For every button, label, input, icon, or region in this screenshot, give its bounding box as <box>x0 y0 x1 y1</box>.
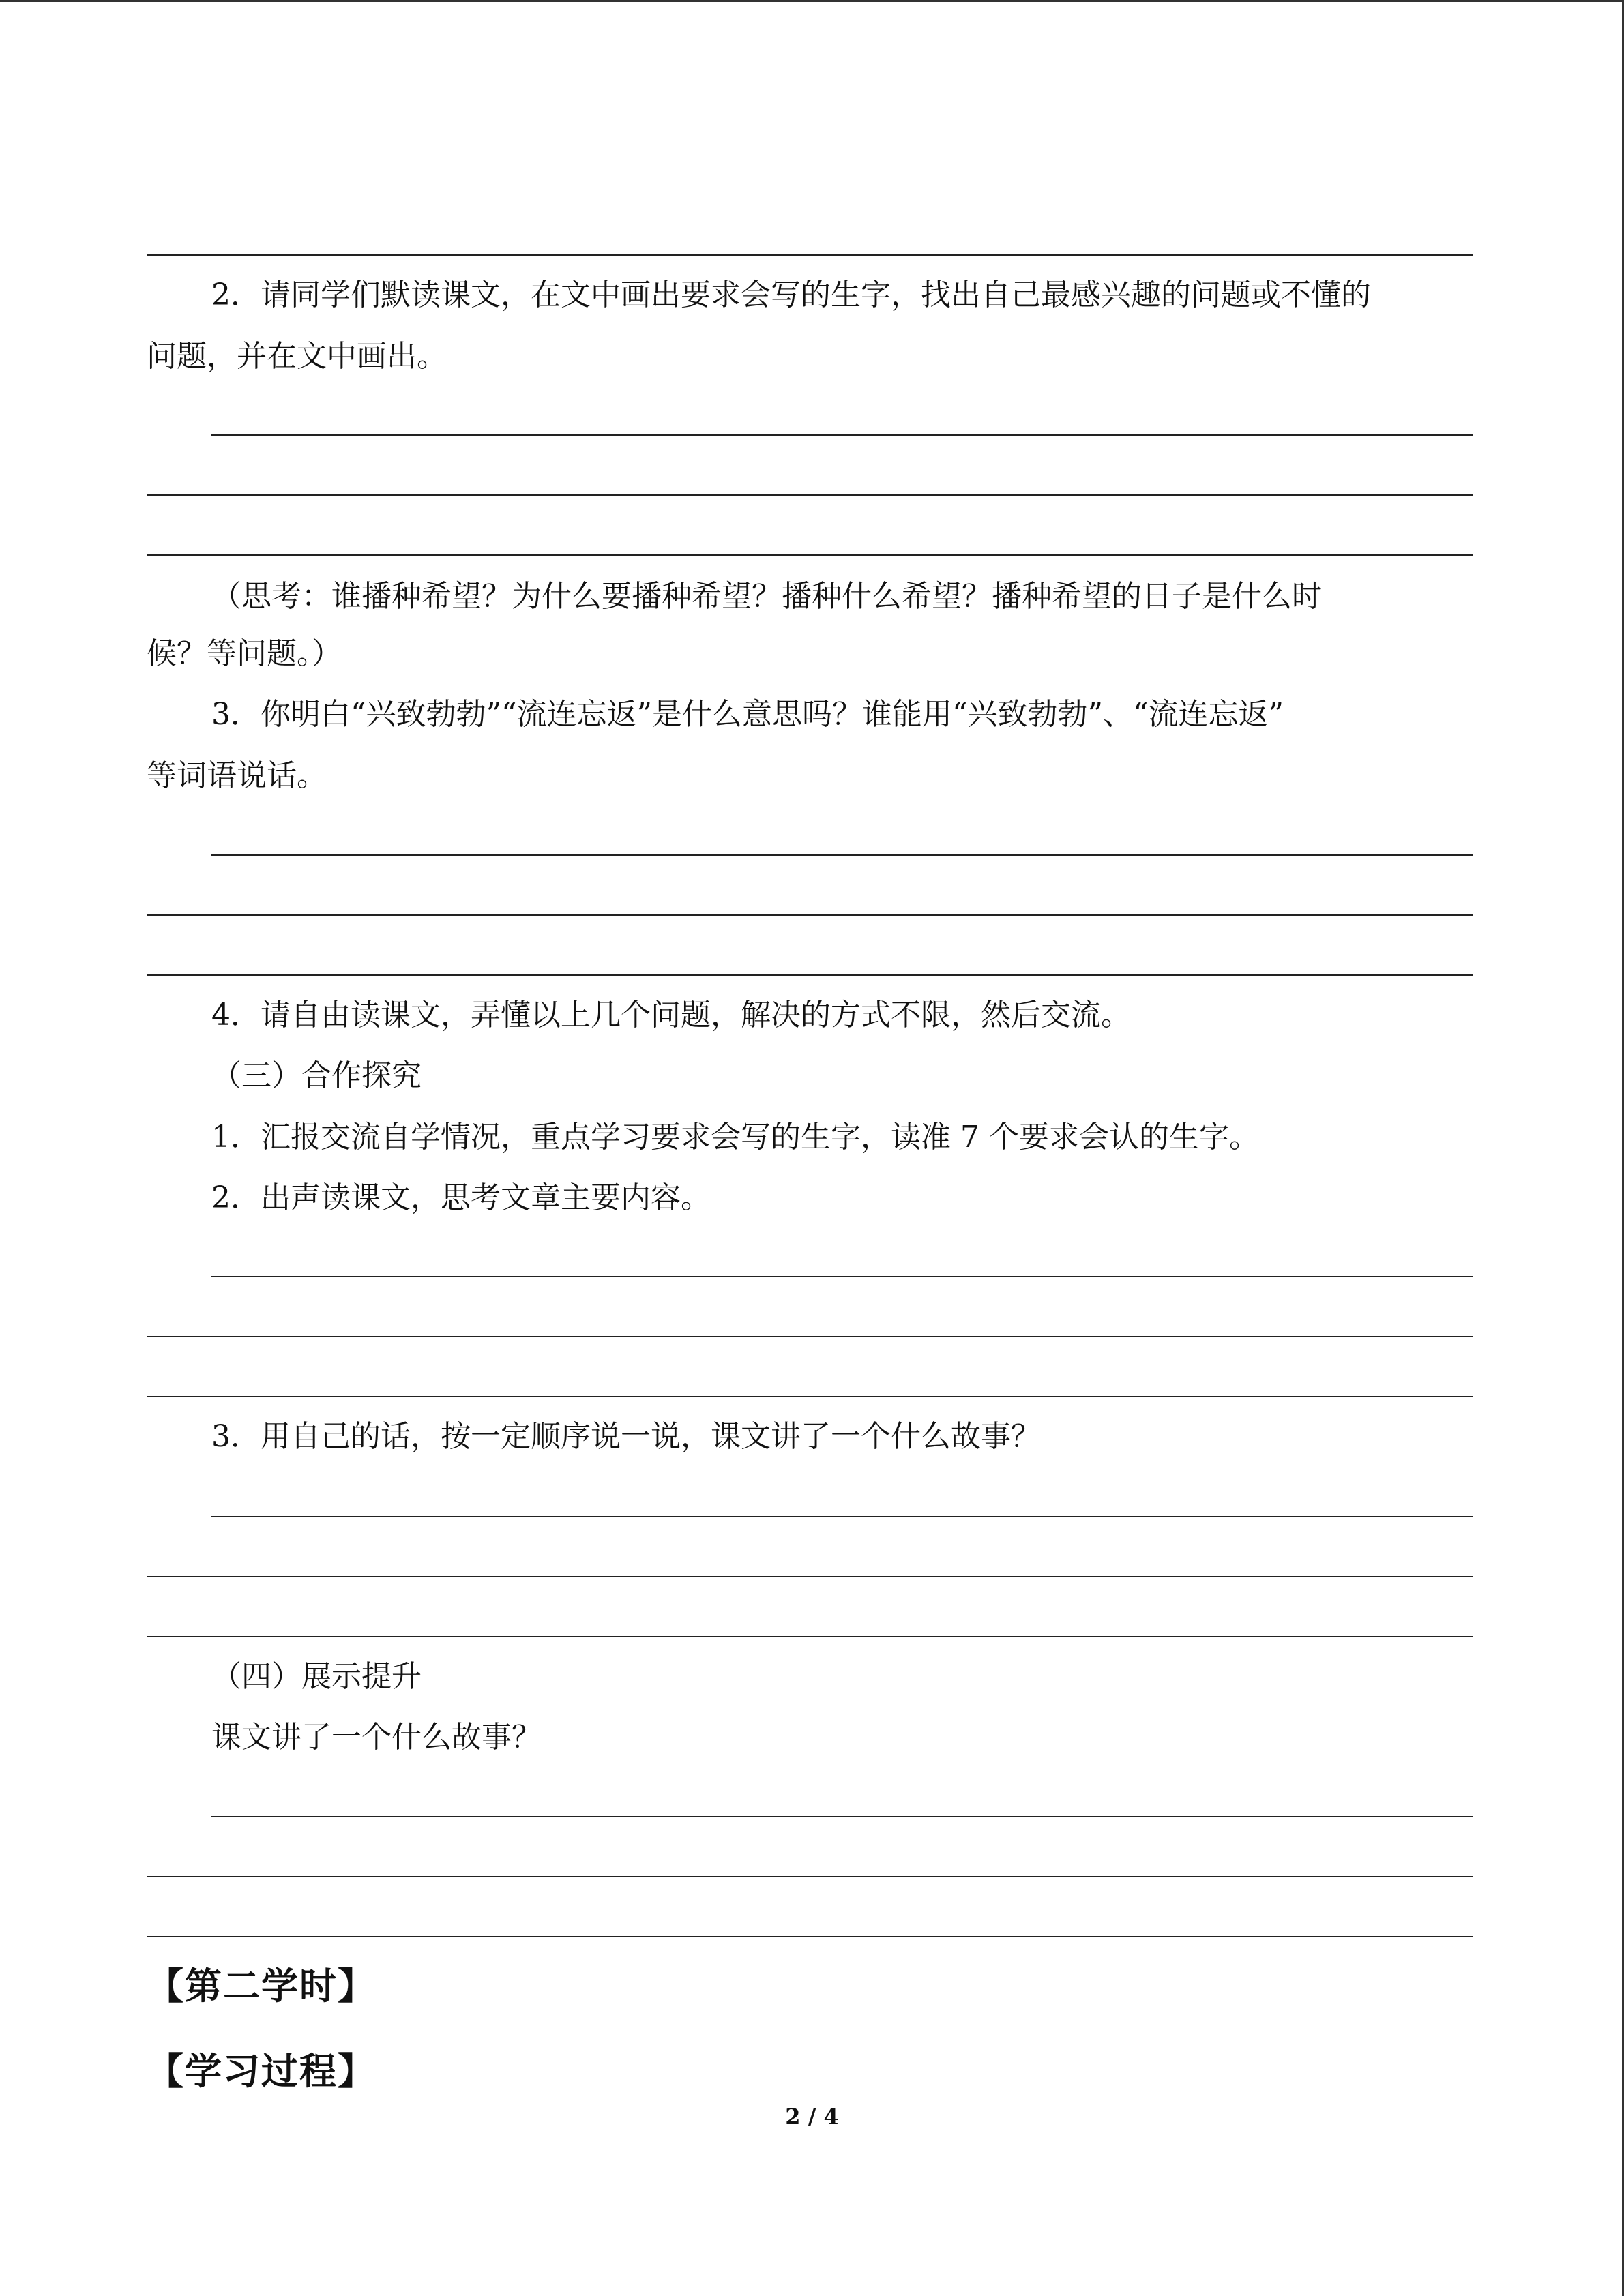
thinking-note-line1: （思考：谁播种希望？为什么要播种希望？播种什么希望？播种希望的日子是什么时 <box>211 579 1322 614</box>
answer-line[interactable] <box>147 554 1473 556</box>
answer-line[interactable] <box>147 1336 1473 1337</box>
heading-learning-process: 【学习过程】 <box>147 2049 376 2093</box>
answer-line <box>147 254 1473 256</box>
question-3-line1: 3．你明白“兴致勃勃”“流连忘返”是什么意思吗？谁能用“兴致勃勃”、“流连忘返” <box>211 697 1284 732</box>
inquiry-item-1: 1．汇报交流自学情况，重点学习要求会写的生字，读准 7 个要求会认的生字。 <box>211 1120 1259 1154</box>
question-3-line2: 等词语说话。 <box>147 758 327 793</box>
answer-line[interactable] <box>211 1516 1473 1517</box>
answer-line[interactable] <box>147 494 1473 496</box>
question-2-line1: 2．请同学们默读课文，在文中画出要求会写的生字，找出自己最感兴趣的问题或不懂的 <box>211 278 1371 312</box>
answer-line[interactable] <box>147 974 1473 976</box>
heading-second-session: 【第二学时】 <box>147 1964 376 2008</box>
presentation-question: 课文讲了一个什么故事？ <box>211 1720 542 1755</box>
answer-line[interactable] <box>211 1276 1473 1277</box>
section-presentation: （四）展示提升 <box>211 1659 422 1694</box>
answer-line[interactable] <box>147 914 1473 916</box>
page-number: 2 / 4 <box>785 2104 839 2130</box>
thinking-note-line2: 候？等问题。） <box>147 636 342 671</box>
inquiry-item-2: 2．出声读课文，思考文章主要内容。 <box>211 1180 711 1215</box>
answer-line[interactable] <box>147 1396 1473 1397</box>
answer-line[interactable] <box>211 854 1473 856</box>
page-top-border <box>0 0 1624 2</box>
answer-line[interactable] <box>147 1636 1473 1637</box>
answer-line[interactable] <box>147 1876 1473 1877</box>
answer-line[interactable] <box>211 1816 1473 1817</box>
question-2-line2: 问题，并在文中画出。 <box>147 339 447 374</box>
section-cooperative-inquiry: （三）合作探究 <box>211 1058 422 1093</box>
question-4: 4．请自由读课文，弄懂以上几个问题，解决的方式不限，然后交流。 <box>211 998 1131 1032</box>
answer-line[interactable] <box>211 434 1473 436</box>
answer-line[interactable] <box>147 1576 1473 1577</box>
inquiry-item-3: 3．用自己的话，按一定顺序说一说，课文讲了一个什么故事？ <box>211 1419 1041 1454</box>
answer-line[interactable] <box>147 1936 1473 1937</box>
